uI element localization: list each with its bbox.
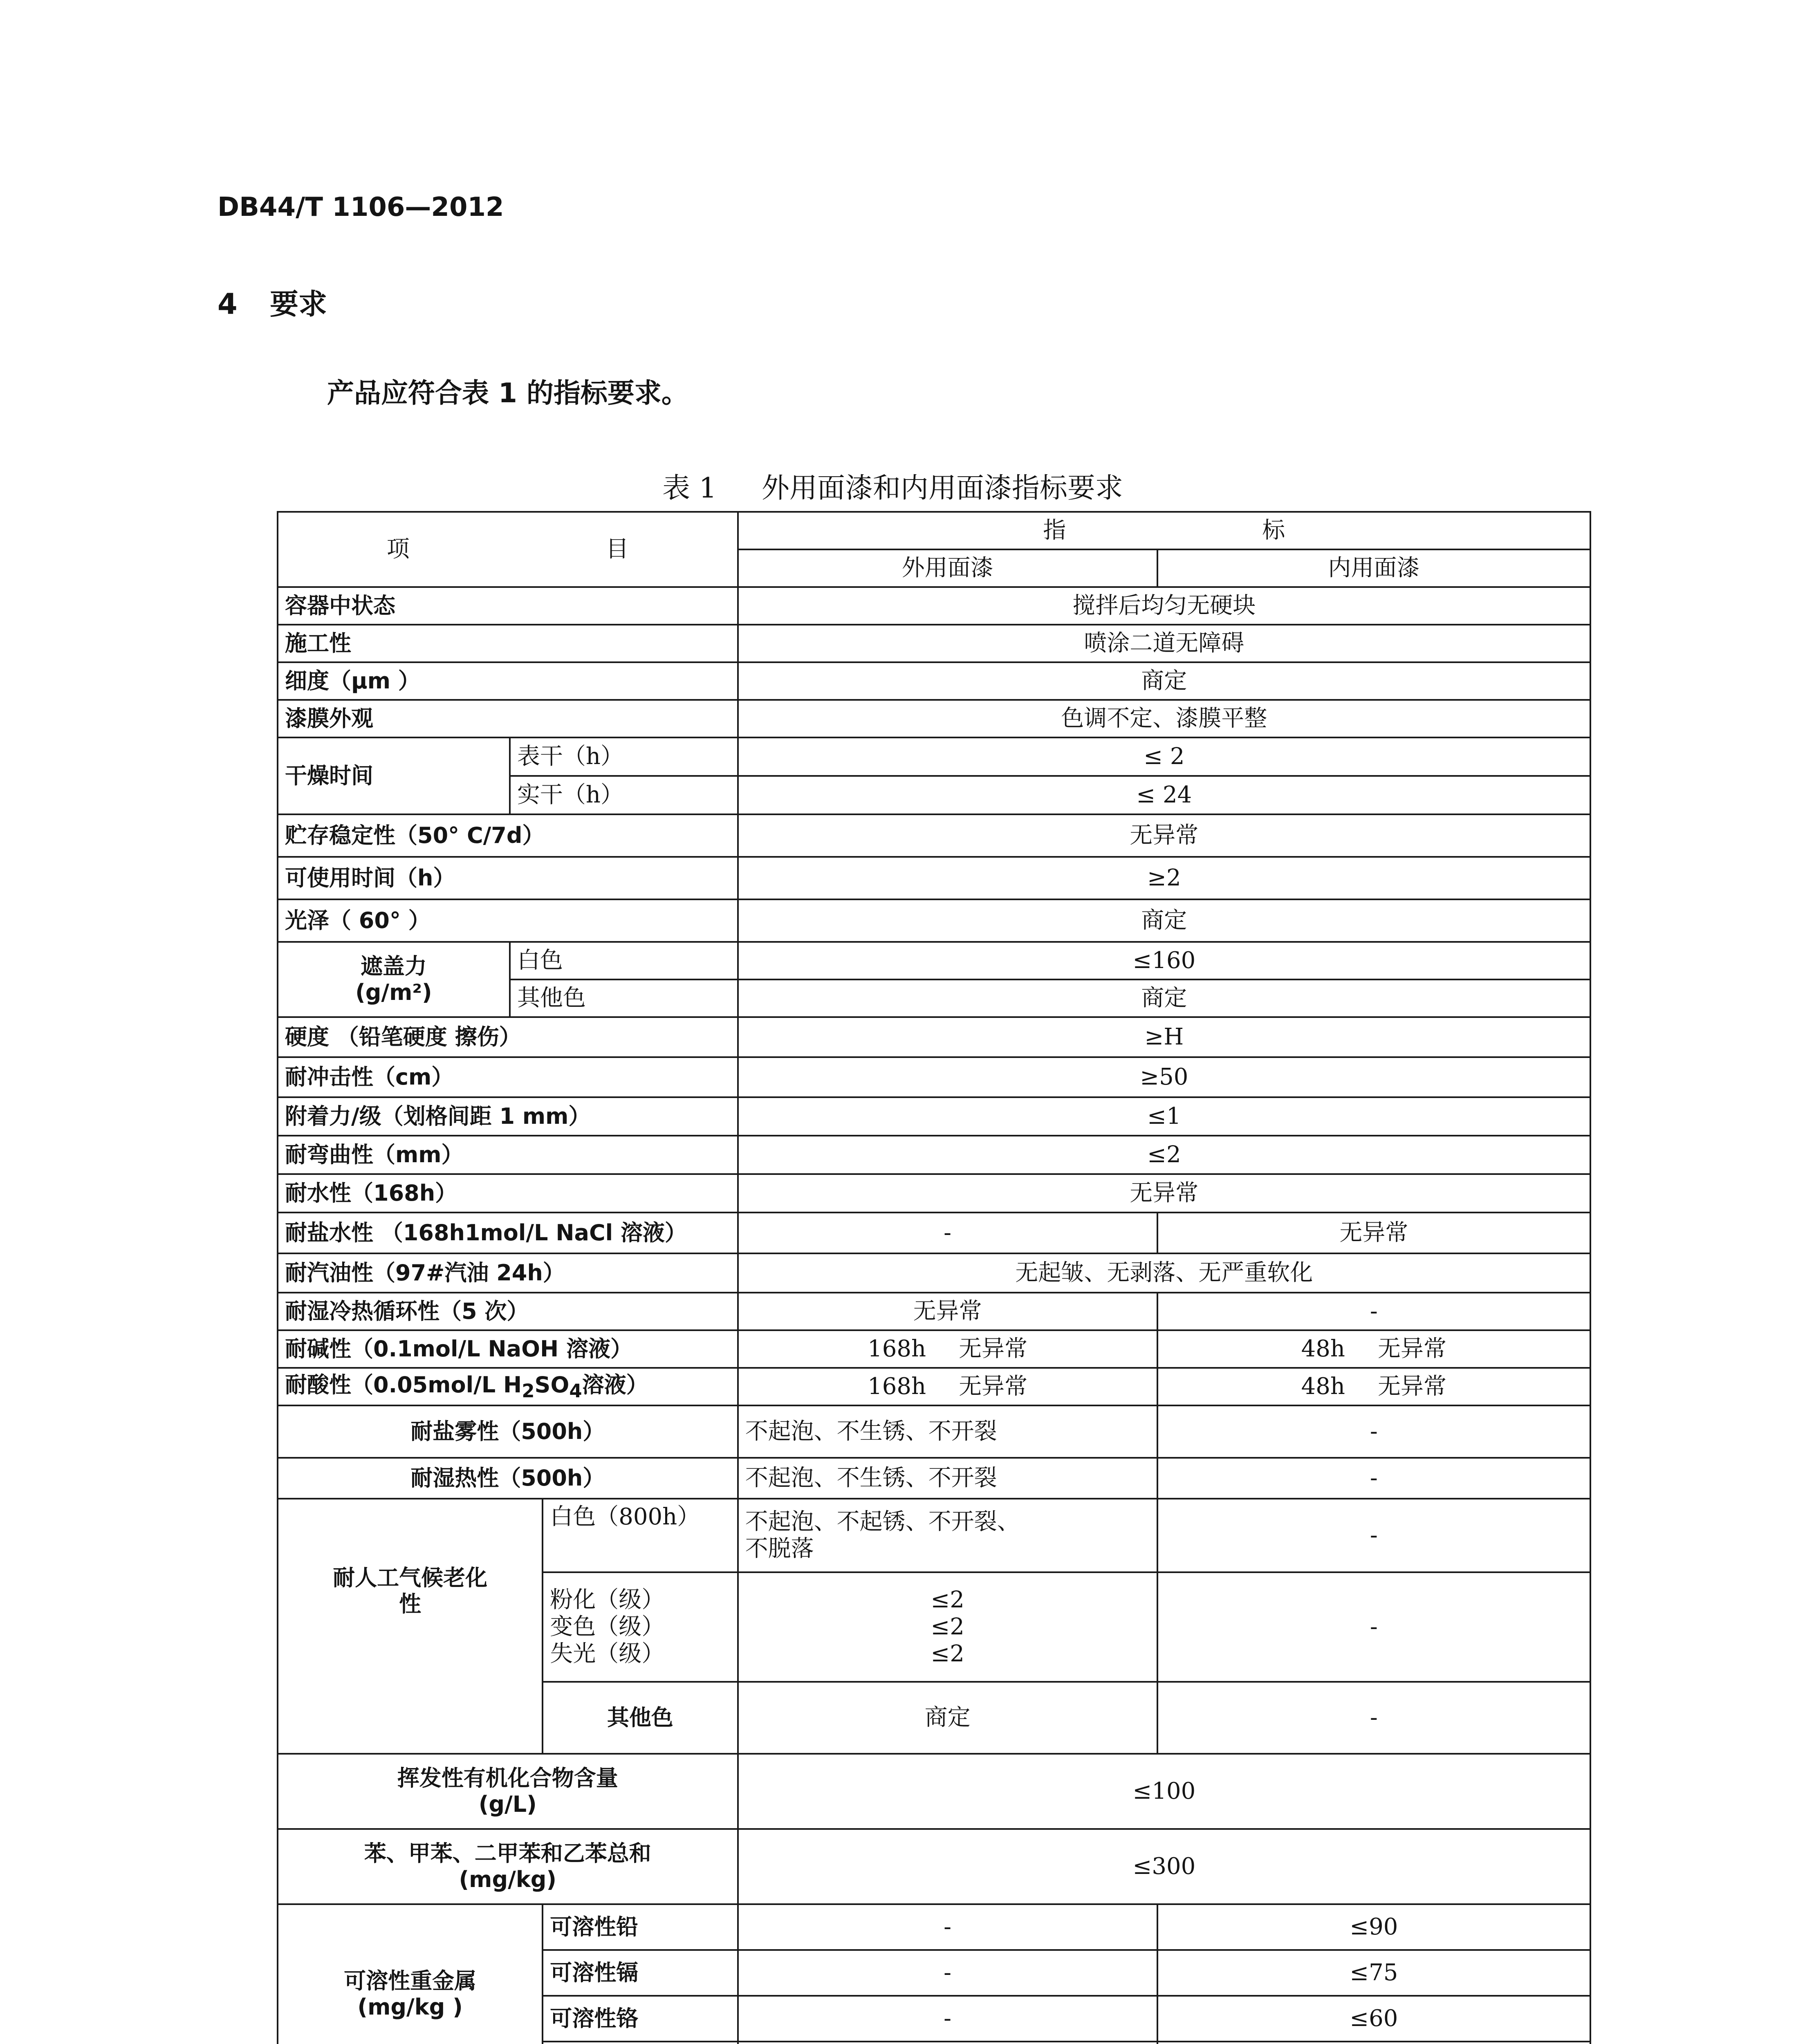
head-item: 项 目	[278, 512, 738, 587]
section-4-number: 4	[218, 287, 238, 321]
table-row: 耐人工气候老化 性 白色（800h） 不起泡、不起锈、不开裂、 不脱落 -	[278, 1499, 1590, 1572]
table-row: 耐冲击性（cm） ≥50	[278, 1057, 1590, 1097]
table-row: 耐碱性（0.1mol/L NaOH 溶液） 168h 无异常 48h 无异常	[278, 1330, 1590, 1368]
table-row: 耐水性（168h） 无异常	[278, 1174, 1590, 1213]
document-id: DB44/T 1106—2012	[218, 192, 504, 222]
table-row: 其他色 商定 -	[278, 1682, 1590, 1754]
table-row: 施工性 喷涂二道无障碍	[278, 625, 1590, 662]
table-row: 遮盖力 (g/m²) 白色 ≤160	[278, 942, 1590, 979]
table-row: 苯、甲苯、二甲苯和乙苯总和 (mg/kg) ≤300	[278, 1829, 1590, 1904]
head-index: 指 标	[738, 512, 1590, 549]
section-4-heading	[218, 281, 327, 323]
table-row: 干燥时间 表干（h） ≤ 2	[278, 737, 1590, 776]
table-row: 挥发性有机化合物含量 (g/L) ≤100	[278, 1754, 1590, 1829]
table-row: 耐湿热性（500h） 不起泡、不生锈、不开裂 -	[278, 1458, 1590, 1499]
table-row: 贮存稳定性（50° C/7d） 无异常	[278, 814, 1590, 857]
table-row: 耐弯曲性（mm） ≤2	[278, 1136, 1590, 1174]
table-caption-number: 表 1	[662, 472, 717, 504]
table-row: 耐盐雾性（500h） 不起泡、不生锈、不开裂 -	[278, 1405, 1590, 1458]
table-row: 粉化（级） 变色（级） 失光（级） ≤2 ≤2 ≤2 -	[278, 1572, 1590, 1682]
table-row: 实干（h） ≤ 24	[278, 776, 1590, 814]
table-row: 附着力/级（划格间距 1 mm） ≤1	[278, 1097, 1590, 1136]
table-row: 耐湿冷热循环性（5 次） 无异常 -	[278, 1293, 1590, 1330]
table-row: 光泽（ 60° ） 商定	[278, 899, 1590, 942]
table-row: 容器中状态 搅拌后均匀无硬块	[278, 587, 1590, 625]
head-exterior: 外用面漆	[738, 549, 1157, 587]
head-interior: 内用面漆	[1157, 549, 1590, 587]
table-row: 耐酸性（0.05mol/L $H_2SO_4$溶液） 168h 无异常 48h 无异常	[278, 1368, 1590, 1405]
table-row: 可溶性镉 - ≤75	[278, 1950, 1590, 1996]
section-4-title: 要求	[270, 287, 327, 321]
table-row: 可使用时间（h） ≥2	[278, 857, 1590, 899]
table-row: 硬度 （铅笔硬度 擦伤） ≥H	[278, 1017, 1590, 1057]
table-row: 其他色 商定	[278, 979, 1590, 1017]
table-row: 可溶性铬 - ≤60	[278, 1996, 1590, 2042]
table-row: 可溶性重金属 (mg/kg ) 可溶性铅 - ≤90	[278, 1904, 1590, 1950]
table-caption-title: 外用面漆和内用面漆指标要求	[761, 472, 1123, 504]
table-row: 耐汽油性（97#汽油 24h） 无起皱、无剥落、无严重软化	[278, 1253, 1590, 1293]
section-4-intro: 产品应符合表 1 的指标要求。	[327, 377, 688, 409]
spec-table	[277, 511, 1591, 2044]
table-row: 细度（μm ） 商定	[278, 662, 1590, 700]
table-caption	[662, 466, 1123, 506]
table-row: 漆膜外观 色调不定、漆膜平整	[278, 700, 1590, 737]
table-row: 耐盐水性 （168h1mol/L NaCl 溶液） - 无异常	[278, 1213, 1590, 1253]
